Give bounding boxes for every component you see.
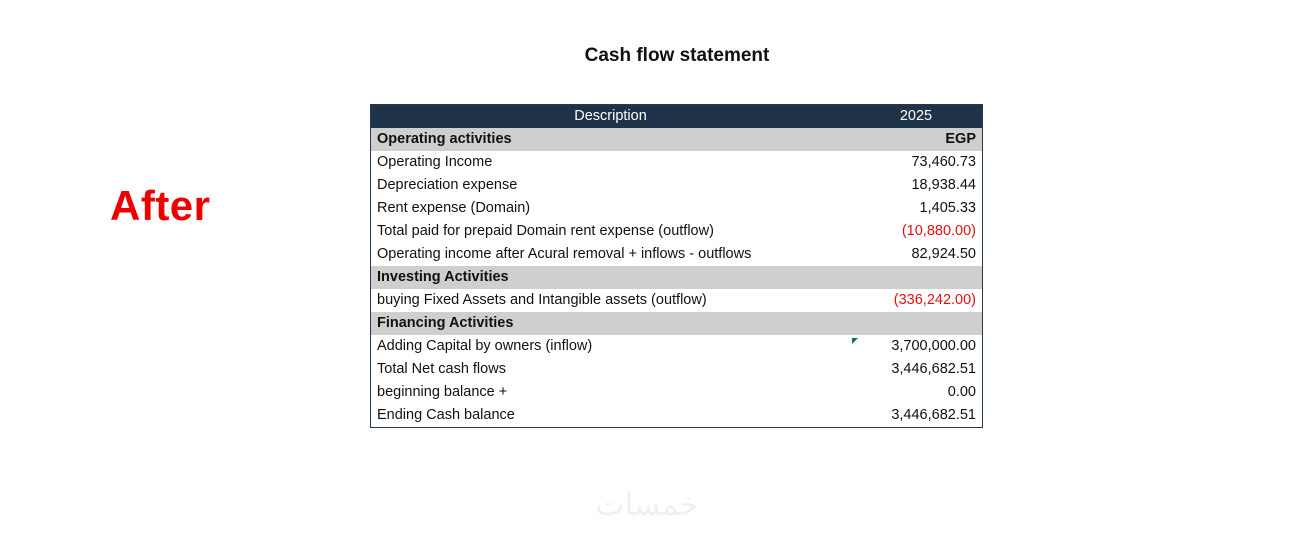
section-label: Operating activities — [371, 128, 851, 151]
section-value — [850, 266, 983, 289]
table-row — [371, 220, 983, 243]
row-value: (336,242.00) — [893, 292, 976, 308]
row-label: Total Net cash flows — [377, 361, 506, 377]
table-row — [371, 174, 983, 197]
section-label: Financing Activities — [371, 312, 851, 335]
table-row — [371, 381, 983, 404]
table-header — [371, 105, 983, 129]
row-label: Ending Cash balance — [377, 407, 515, 423]
row-value: (10,880.00) — [901, 223, 976, 239]
table-row — [371, 128, 983, 151]
table-row — [371, 358, 983, 381]
section-value: EGP — [850, 128, 983, 151]
row-value: 3,446,682.51 — [891, 361, 976, 377]
table-header-row — [371, 105, 983, 129]
row-label: Total paid for prepaid Domain rent expense (outflow) — [377, 223, 714, 239]
row-label: Depreciation expense — [377, 177, 518, 193]
table-row — [371, 335, 983, 358]
table-body — [371, 128, 983, 428]
row-label: Rent expense (Domain) — [377, 200, 531, 216]
cash-flow-table — [370, 104, 983, 428]
row-label: Adding Capital by owners (inflow) — [377, 338, 593, 354]
page-title: Cash flow statement — [584, 45, 770, 66]
row-label: Operating Income — [377, 154, 493, 170]
table-row — [371, 404, 983, 428]
table-row — [371, 243, 983, 266]
row-label: beginning balance + — [377, 384, 508, 400]
row-value: 3,700,000.00 — [850, 335, 983, 358]
table-row — [371, 266, 983, 289]
table-row — [371, 151, 983, 174]
section-label: Investing Activities — [371, 266, 851, 289]
section-value — [850, 312, 983, 335]
table-row — [371, 197, 983, 220]
row-label: buying Fixed Assets and Intangible assets (outflow) — [377, 292, 707, 308]
row-value: 3,446,682.51 — [891, 407, 976, 423]
watermark: خمسات — [595, 487, 699, 523]
row-value: 18,938.44 — [911, 177, 976, 193]
after-label: After — [110, 182, 211, 229]
row-value: 82,924.50 — [911, 246, 976, 262]
row-value: 73,460.73 — [911, 154, 976, 170]
table-row — [371, 312, 983, 335]
row-label: Operating income after Acural removal + inflows - outflows — [377, 246, 752, 262]
row-value: 1,405.33 — [919, 200, 976, 216]
table-row — [371, 289, 983, 312]
row-value: 0.00 — [947, 384, 976, 400]
comment-flag-icon — [852, 338, 858, 344]
column-header-year: 2025 — [850, 105, 983, 129]
column-header-description: Description — [371, 105, 851, 129]
